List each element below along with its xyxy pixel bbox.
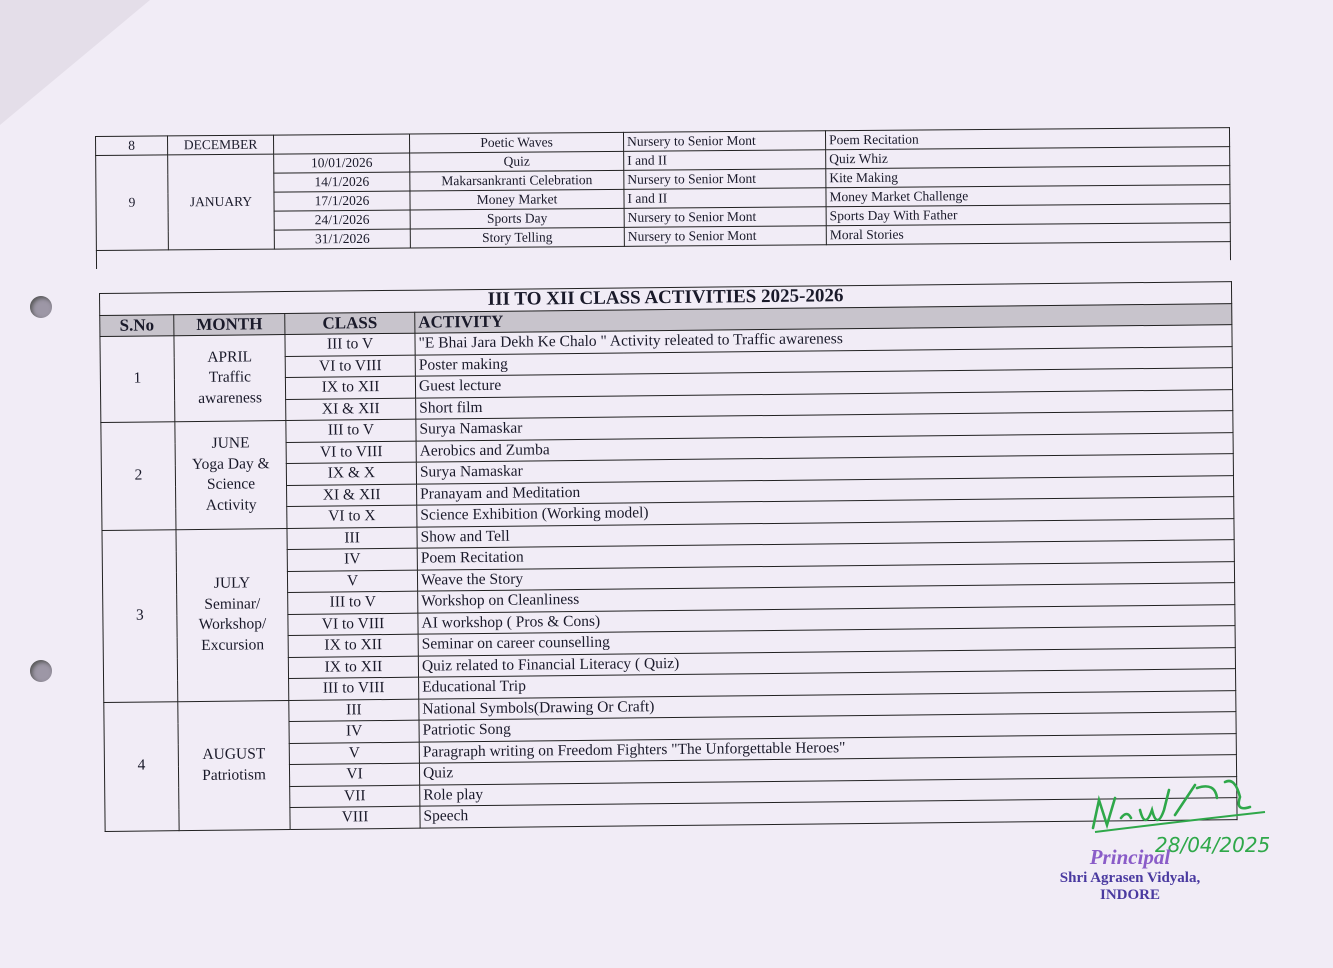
class-cell: Nursery to Senior Mont [624,207,826,228]
class-cell: Nursery to Senior Mont [624,169,826,190]
principal-stamp [1040,845,1220,904]
sno-cell: 9 [96,155,169,251]
class-activities-table [99,281,1238,831]
description-cell: Moral Stories [826,223,1230,245]
date-cell: 14/1/2026 [274,172,410,192]
class-cell: VI [289,763,419,786]
class-cell: VIII [290,806,420,829]
month-cell [176,528,289,701]
month-line: APRIL [207,348,253,366]
activity-cell: "E Bhai Jara Dekh Ke Chalo " Activity releated to Traffic awareness [415,325,1232,355]
class-cell: IX to XII [285,376,415,399]
activity-cell: National Symbols(Drawing Or Craft) [419,690,1236,720]
month-line: Activity [205,496,257,514]
month-cell [175,421,287,530]
activity-cell: Workshop on Cleanliness [418,583,1235,613]
activity-header: ACTIVITY [415,303,1232,333]
activity-cell: Surya Namaskar [416,411,1233,441]
activity-cell: Poetic Waves [409,132,623,153]
activity-cell: Short film [416,389,1233,419]
month-line: AUGUST [202,745,266,763]
activity-cell: Patriotic Song [419,712,1236,742]
date-cell: 31/1/2026 [274,229,410,249]
activity-cell: AI workshop ( Pros & Cons) [418,604,1235,634]
class-cell: XI & XII [286,398,416,421]
class-cell: III to V [285,333,415,356]
class-header: CLASS [285,312,415,335]
month-header: MONTH [174,313,285,336]
month-line: JULY [213,574,251,592]
month-cell: DECEMBER [168,135,274,155]
class-cell: IX to XII [288,634,418,657]
month-line: Excursion [201,635,265,654]
sno-cell: 1 [100,336,175,423]
class-cell: III [287,527,417,550]
activity-cell: Sports Day [410,208,624,229]
activity-cell: Weave the Story [417,561,1234,591]
month-line: Patriotism [202,765,266,784]
stamp-city: INDORE [1099,887,1160,903]
punch-hole [30,296,52,318]
description-cell: Kite Making [826,166,1230,188]
activity-cell: Poster making [415,346,1232,376]
activity-cell: Guest lecture [415,368,1232,398]
class-cell: IX & X [286,462,416,485]
month-line: Yoga Day & [191,454,270,473]
class-cell: IV [289,720,419,743]
class-cell: V [289,742,419,765]
description-cell: Poem Recitation [825,128,1229,150]
sno-cell: 3 [102,529,178,702]
folded-corner [0,0,150,125]
activity-cell: Role play [420,776,1237,806]
activity-cell: Pranayam and Meditation [417,475,1234,505]
stamp-school: Shri Agrasen Vidyala, [1059,870,1201,886]
sno-cell: 2 [101,422,176,530]
sno-header: S.No [100,314,174,336]
month-line: JUNE [211,434,250,453]
activity-cell: Quiz related to Financial Literacy ( Quiz) [418,647,1235,677]
signature-date: 28/04/2025 [1155,833,1271,857]
class-cell: VI to VIII [288,613,418,636]
class-cell: V [287,570,417,593]
description-cell: Money Market Challenge [826,185,1230,207]
activity-cell: Seminar on career counselling [418,626,1235,656]
activity-cell: Makarsankranti Celebration [410,170,624,191]
class-cell: Nursery to Senior Mont [623,131,825,152]
description-cell: Quiz Whiz [826,147,1230,169]
class-cell: III to V [288,591,418,614]
date-cell: 10/01/2026 [274,153,410,173]
section-title: III TO XII CLASS ACTIVITIES 2025-2026 [100,282,1232,315]
month-cell [178,700,290,830]
month-cell [174,335,286,422]
date-cell: 17/1/2026 [274,191,410,211]
punch-hole [30,660,52,682]
class-cell: VI to X [287,505,417,528]
class-cell: III to VIII [289,677,419,700]
month-line: Traffic [208,368,252,387]
class-cell: Nursery to Senior Mont [624,226,826,247]
class-cell: III to V [286,419,416,442]
activity-cell: Speech [420,798,1237,828]
class-cell: I and II [624,188,826,209]
activity-cell: Story Telling [410,227,624,248]
month-line: Seminar/ [204,594,261,613]
class-cell: I and II [624,150,826,171]
class-cell: VI to VIII [286,441,416,464]
activity-cell: Paragraph writing on Freedom Fighters "The Unforgettable Heroes" [419,733,1236,763]
class-cell: XI & XII [287,484,417,507]
activity-cell: Surya Namaskar [416,454,1233,484]
date-cell [273,134,409,154]
activity-cell: Aerobics and Zumba [416,432,1233,462]
activity-cell: Money Market [410,189,624,210]
month-cell: JANUARY [168,154,275,250]
activity-cell: Educational Trip [419,669,1236,699]
activity-cell: Show and Tell [417,518,1234,548]
stamp-title: Principal [1089,845,1171,869]
date-cell: 24/1/2026 [274,210,410,230]
pre-primary-activities-table [95,127,1231,269]
class-cell: VI to VIII [285,355,415,378]
class-cell: VII [290,785,420,808]
activity-cell: Poem Recitation [417,540,1234,570]
description-cell: Sports Day With Father [826,204,1230,226]
month-line: awareness [198,389,263,407]
month-line: Workshop/ [198,615,267,633]
activity-cell: Science Exhibition (Working model) [417,497,1234,527]
class-cell: IX to XII [288,656,418,679]
class-cell: III [289,699,419,722]
activity-cell: Quiz [419,755,1236,785]
sno-cell: 4 [104,701,179,831]
class-cell: IV [287,548,417,571]
month-line: Science [206,475,256,494]
activity-cell: Quiz [410,151,624,172]
sno-cell: 8 [96,136,168,156]
